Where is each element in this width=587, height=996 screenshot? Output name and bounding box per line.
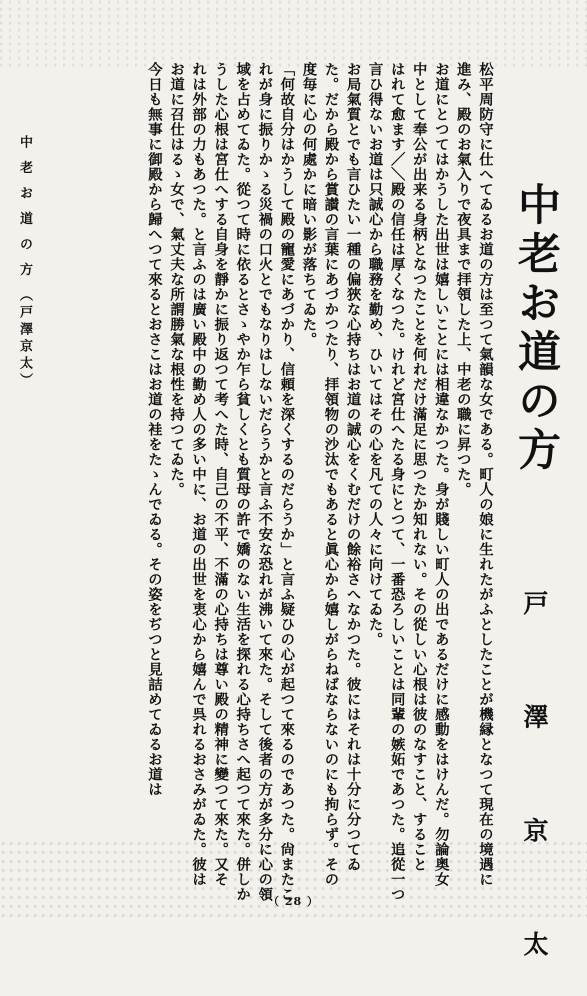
text-column: お道に召仕はるゝ女で、氣丈夫な所謂勝氣な根性を持つてゐた。 [168, 62, 186, 497]
running-head: 中 老 お 道 の 方 （戸澤京太） [17, 135, 32, 391]
text-column: お道にとつてはかうした出世は嬉しいことには相違なかつた。身が賤しい町人の出であるだけに感動をはけんだ。勿論奥女 [432, 62, 450, 887]
text-column: れが身に振りかゝる災禍の口火とでもなりはしないだらうかと言ふ不安な恐れが沸いて來た。そして後者の方が多分に心の領 [256, 62, 274, 902]
text-column: 松平周防守に仕へてゐるお道の方は至つて氣韻な女である。町人の娘に生れたがふとしたことが機縁となつて現在の境遇に [476, 62, 494, 887]
text-column: 今日も無事に御殿から歸へつて來るとおさこはお道の袿をたゝんでゐる。その姿をぢつと見詰めてゐるお道は [146, 62, 163, 797]
text-column: た。だから殿から賞讃の言葉にあづかつたり、拝領物の沙汰でもあると眞心から嬉しがらねばならないのにも拘らず。その [322, 62, 340, 887]
text-column: 度毎に心の何處かに暗い影が落ちてゐた。 [300, 62, 318, 347]
author-name: 戸 澤 京 太 [520, 590, 549, 996]
story-title: 中老お道の方 [511, 182, 561, 476]
text-column: はれて愈ます／＼殿の信任は厚くなつた。けれど宮仕へたる身にとつて、一番恐ろしいことは同輩の嫉妬であつた。追從一つ [388, 62, 406, 902]
scan-noise-top [0, 0, 587, 70]
text-column: 言ひ得ないお道は只誠心から職務を勤め、ひいてはその心を凡ての人々に向けてゐた。 [366, 62, 384, 647]
text-column: 進み、殿のお氣入りで夜具まで拝領した上、中老の職に昇つた。 [454, 62, 472, 497]
text-column: 「何故自分はかうして殿の寵愛にあづかり、信頼を深くするのだらうか」と言ふ疑ひの心が起つて來るのであつた。尙またこ [278, 62, 296, 902]
page-number: （ 28 ） [268, 895, 319, 908]
text-column: お局氣質とでも言ひたい一種の偏狹な心持ちはお道の誠心をくむだけの餘裕さへなかつた。彼にはそれは十分に分つてゐ [344, 62, 362, 872]
text-column: 中として奉公が出来る身柄となつたことを何れだけ滿足に思つたか知れない。その從しい心根は彼のなすこと、すること [410, 62, 428, 872]
text-column: うした心根は宮仕へする自身を靜かに振り返つて考へた時、自己の不平、不滿の心持ちは尊い殿の精神に變つて來た。又そ [212, 62, 230, 887]
text-column: れは外部の力もあつた。と言ふのは廣い殿中の勤め人の多い中に、お道の出世を衷心から嬉んで呉れるおさみがゐた。彼は [190, 62, 208, 887]
text-column: 域を占めてゐた。從つて時に依るとさゝやか乍ら貧しくとも質母の許で嬌のない生活を探れる心持ちさへ起つて來た。併しか [234, 62, 252, 902]
